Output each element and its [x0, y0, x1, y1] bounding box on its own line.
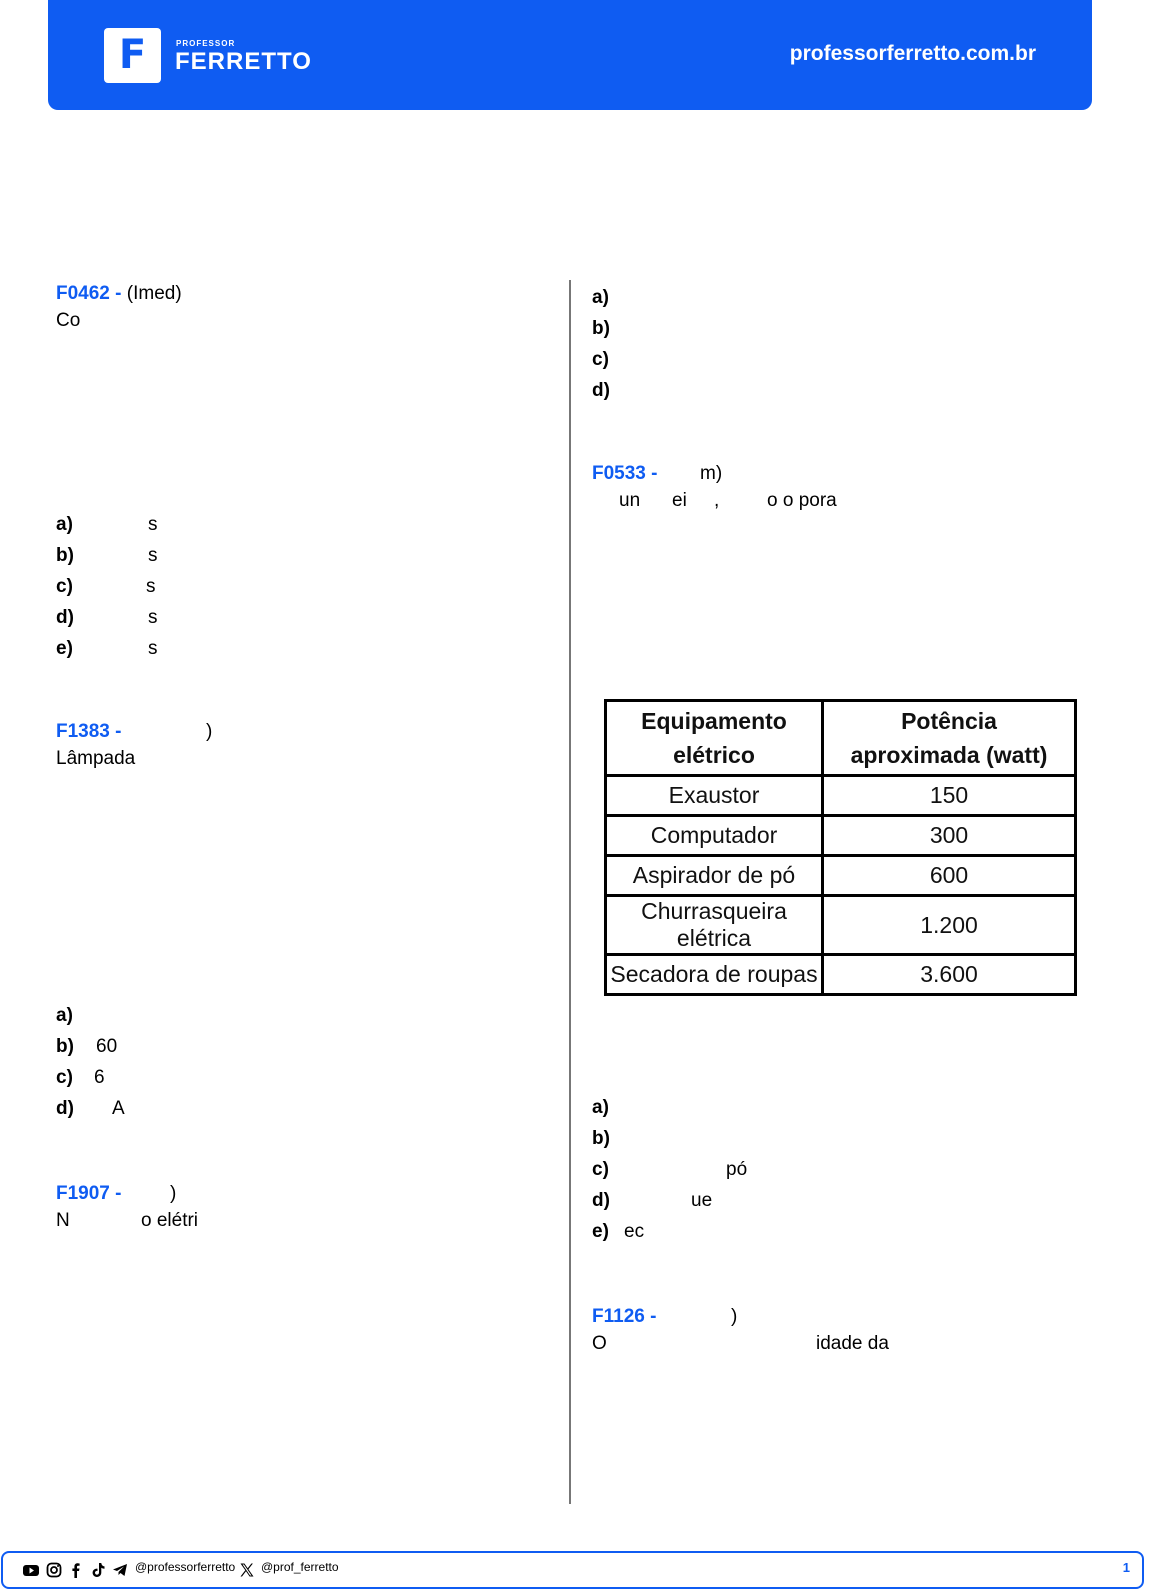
question-source: ) [731, 1306, 738, 1327]
option-b[interactable] [592, 318, 610, 340]
question-text-part: idade da [816, 1333, 889, 1354]
table-row [606, 776, 1076, 816]
x-icon[interactable] [239, 1562, 255, 1578]
table-header-text: Potência aproximada (watt) [850, 708, 1048, 768]
social-handle[interactable]: @prof_ferretto [261, 1560, 339, 1574]
option-label: c) [56, 1067, 73, 1088]
question-text [56, 1210, 199, 1232]
site-url-link[interactable]: professorferretto.com.br [789, 42, 1036, 65]
table-header [823, 701, 1076, 776]
question-source: (Imed) [126, 283, 182, 304]
option-label: b) [592, 1128, 610, 1149]
option-text: 60 [96, 1036, 118, 1057]
option-d[interactable] [592, 1190, 713, 1212]
option-label: a) [56, 1005, 73, 1026]
tiktok-icon[interactable] [90, 1562, 106, 1578]
table-row [606, 856, 1076, 896]
option-text: 6 [94, 1067, 105, 1088]
question-header [56, 1183, 177, 1205]
question-header [592, 1306, 738, 1328]
logo-icon [104, 28, 161, 83]
page-header [48, 0, 1092, 110]
option-label: e) [56, 638, 73, 659]
question-code: F0462 - [56, 283, 122, 304]
option-a[interactable] [592, 287, 609, 309]
table-row [606, 896, 1076, 955]
question-text-part: , [714, 490, 720, 511]
option-text: s [146, 576, 156, 597]
option-a[interactable] [56, 514, 158, 536]
table-cell: Churrasqueira elétrica [606, 896, 823, 955]
option-text: s [148, 638, 158, 659]
table-cell: Exaustor [606, 776, 823, 816]
option-label: c) [592, 349, 609, 370]
option-e[interactable] [56, 638, 158, 660]
question-code: F1383 - [56, 721, 122, 742]
option-b[interactable] [592, 1128, 610, 1150]
option-label: c) [56, 576, 73, 597]
table-cell: Secadora de roupas [606, 955, 823, 995]
logo-subtitle: PROFESSOR [176, 39, 236, 48]
option-a[interactable] [592, 1097, 609, 1119]
table-cell: Computador [606, 816, 823, 856]
power-table [604, 699, 1077, 996]
table-header: Equipamento elétrico [606, 701, 823, 776]
table-cell: 600 [823, 856, 1076, 896]
table-cell: 150 [823, 776, 1076, 816]
option-label: b) [56, 545, 74, 566]
table-cell: 300 [823, 816, 1076, 856]
question-text-part: o o pora [767, 490, 837, 511]
column-divider [569, 280, 571, 1504]
page-number: 1 [1122, 1560, 1130, 1575]
option-label: c) [592, 1159, 609, 1180]
table-cell: 1.200 [823, 896, 1076, 955]
option-text: pó [726, 1159, 748, 1180]
question-text-part: un [619, 490, 641, 511]
question-source: ) [170, 1183, 177, 1204]
option-b[interactable] [56, 545, 158, 567]
option-c[interactable] [592, 349, 609, 371]
question-text: Co [56, 310, 81, 331]
question-text-part: N [56, 1210, 70, 1231]
option-d[interactable] [56, 607, 158, 629]
question-text [592, 1333, 889, 1355]
question-header [592, 463, 723, 485]
table-row [606, 955, 1076, 995]
option-c[interactable] [592, 1159, 748, 1181]
question-text: Lâmpada [56, 748, 136, 769]
option-text: s [148, 514, 158, 535]
facebook-icon[interactable] [68, 1562, 84, 1578]
question-header [56, 721, 213, 743]
table-cell: Aspirador de pó [606, 856, 823, 896]
table-row [606, 816, 1076, 856]
telegram-icon[interactable] [112, 1562, 128, 1578]
option-text: s [148, 545, 158, 566]
question-text-part: ei [672, 490, 687, 511]
option-text: ec [624, 1221, 645, 1242]
option-text: A [112, 1098, 125, 1119]
option-text: s [148, 607, 158, 628]
option-label: e) [592, 1221, 609, 1242]
option-label: d) [592, 1190, 610, 1211]
option-label: d) [56, 1098, 74, 1119]
question-header [56, 283, 182, 305]
table-cell: 3.600 [823, 955, 1076, 995]
question-text-part: O [592, 1333, 607, 1354]
youtube-icon[interactable] [23, 1562, 39, 1578]
power-table-container [604, 699, 1077, 987]
page-footer [1, 1551, 1144, 1589]
option-e[interactable] [592, 1221, 645, 1243]
option-label: d) [56, 607, 74, 628]
option-label: b) [592, 318, 610, 339]
option-label: d) [592, 380, 610, 401]
option-c[interactable] [56, 1067, 105, 1089]
question-text-part: o elétri [141, 1210, 199, 1231]
option-label: a) [592, 287, 609, 308]
option-b[interactable] [56, 1036, 118, 1058]
question-code: F1907 - [56, 1183, 122, 1204]
question-code: F0533 - [592, 463, 658, 484]
logo-letter: F [118, 32, 147, 78]
table-header-row [606, 701, 1076, 776]
social-handle[interactable]: @professorferretto [135, 1560, 236, 1574]
option-label: b) [56, 1036, 74, 1057]
option-text: ue [691, 1190, 713, 1211]
option-c[interactable] [56, 576, 156, 598]
question-code: F1126 - [592, 1306, 657, 1327]
question-source: ) [206, 721, 213, 742]
question-source: m) [700, 463, 723, 484]
instagram-icon[interactable] [46, 1562, 62, 1578]
logo-title: FERRETTO [175, 48, 312, 75]
option-label: a) [592, 1097, 609, 1118]
option-d[interactable] [56, 1098, 125, 1120]
option-d[interactable] [592, 380, 610, 402]
option-a[interactable] [56, 1005, 73, 1027]
option-label: a) [56, 514, 73, 535]
